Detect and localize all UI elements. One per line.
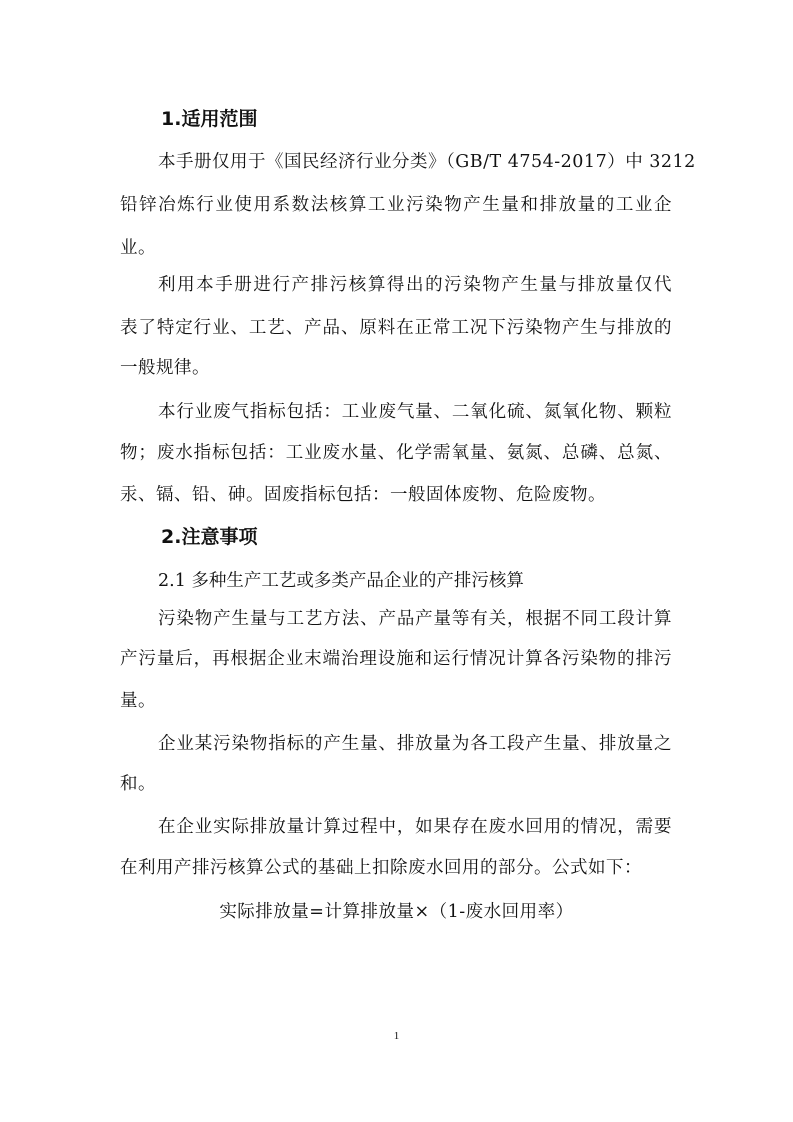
section-1-heading: 1.适用范围 (161, 108, 258, 130)
formula: 实际排放量=计算排放量×（1-废水回用率） (219, 902, 574, 922)
paragraph-line: 表了特定行业、工艺、产品、原料在正常工况下污染物产生与排放的 (120, 318, 672, 338)
paragraph-line: 在利用产排污核算公式的基础上扣除废水回用的部分。公式如下： (120, 858, 642, 878)
paragraph-line: 铅锌冶炼行业使用系数法核算工业污染物产生量和排放量的工业企 (120, 195, 672, 215)
paragraph-line: 污染物产生量与工艺方法、产品产量等有关，根据不同工段计算 (158, 609, 672, 629)
paragraph-line: 物；废水指标包括：工业废水量、化学需氧量、氨氮、总磷、总氮、 (120, 443, 672, 463)
page-number: 1 (393, 1030, 400, 1042)
section-2-heading: 2.注意事项 (161, 526, 258, 548)
paragraph-line: 业。 (120, 238, 156, 258)
paragraph-line: 在企业实际排放量计算过程中，如果存在废水回用的情况，需要 (158, 817, 672, 837)
paragraph-line: 和。 (120, 774, 156, 794)
subsection-heading: 2.1 多种生产工艺或多类产品企业的产排污核算 (158, 571, 524, 591)
paragraph-line: 本行业废气指标包括：工业废气量、二氧化硫、氮氧化物、颗粒 (158, 402, 672, 422)
paragraph-line: 产污量后，再根据企业末端治理设施和运行情况计算各污染物的排污 (120, 649, 672, 669)
paragraph-line: 汞、镉、铅、砷。固废指标包括：一般固体废物、危险废物。 (120, 485, 606, 505)
paragraph-line: 本手册仅用于《国民经济行业分类》（GB/T 4754-2017）中 3212 (158, 152, 696, 172)
paragraph-line: 企业某污染物指标的产生量、排放量为各工段产生量、排放量之 (158, 734, 672, 754)
paragraph-line: 一般规律。 (120, 358, 210, 378)
paragraph-line: 利用本手册进行产排污核算得出的污染物产生量与排放量仅代 (158, 275, 672, 295)
paragraph-line: 量。 (120, 691, 156, 711)
